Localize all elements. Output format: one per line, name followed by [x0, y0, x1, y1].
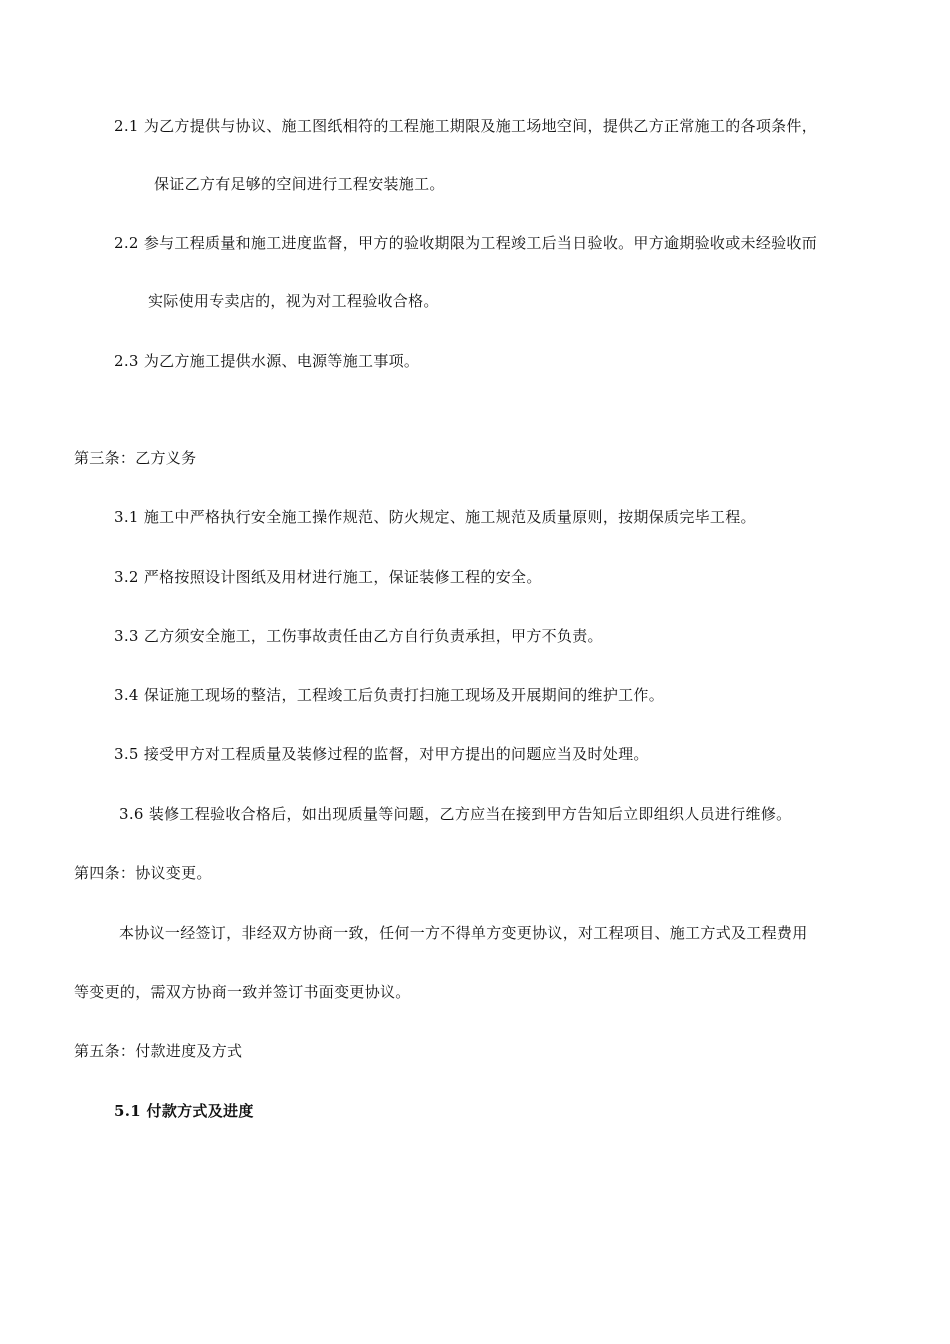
- clause-3-5: 3.5 接受甲方对工程质量及装修过程的监督，对甲方提出的问题应当及时处理。: [114, 745, 649, 763]
- clause-3-6: 3.6 装修工程验收合格后，如出现质量等问题，乙方应当在接到甲方告知后立即组织人员进行维修。: [119, 805, 792, 823]
- article-4-paragraph-line-1: 本协议一经签订，非经双方协商一致，任何一方不得单方变更协议，对工程项目、施工方式及工程费用: [119, 924, 808, 942]
- clause-3-1: 3.1 施工中严格执行安全施工操作规范、防火规定、施工规范及质量原则，按期保质完毕工程。: [114, 508, 756, 526]
- clause-3-2: 3.2 严格按照设计图纸及用材进行施工，保证装修工程的安全。: [114, 568, 542, 586]
- article-4-title: 第四条：协议变更。: [74, 864, 212, 882]
- clause-2-2-line-1: 2.2 参与工程质量和施工进度监督，甲方的验收期限为工程竣工后当日验收。甲方逾期验收或未经验收而: [114, 234, 818, 252]
- article-3-title: 第三条：乙方义务: [74, 449, 197, 467]
- clause-2-1-line-2: 保证乙方有足够的空间进行工程安装施工。: [154, 175, 445, 193]
- clause-2-2-line-2: 实际使用专卖店的，视为对工程验收合格。: [148, 292, 439, 310]
- clause-3-3: 3.3 乙方须安全施工，工伤事故责任由乙方自行负责承担，甲方不负责。: [114, 627, 603, 645]
- clause-5-1-heading: 5.1 付款方式及进度: [114, 1102, 254, 1120]
- clause-2-1-line-1: 2.1 为乙方提供与协议、施工图纸相符的工程施工期限及施工场地空间，提供乙方正常施工的各项条件，: [114, 117, 818, 135]
- clause-3-4: 3.4 保证施工现场的整洁，工程竣工后负责打扫施工现场及开展期间的维护工作。: [114, 686, 665, 704]
- article-5-title: 第五条：付款进度及方式: [74, 1042, 243, 1060]
- article-4-paragraph-line-2: 等变更的，需双方协商一致并签订书面变更协议。: [74, 983, 411, 1001]
- clause-2-3: 2.3 为乙方施工提供水源、电源等施工事项。: [114, 352, 420, 370]
